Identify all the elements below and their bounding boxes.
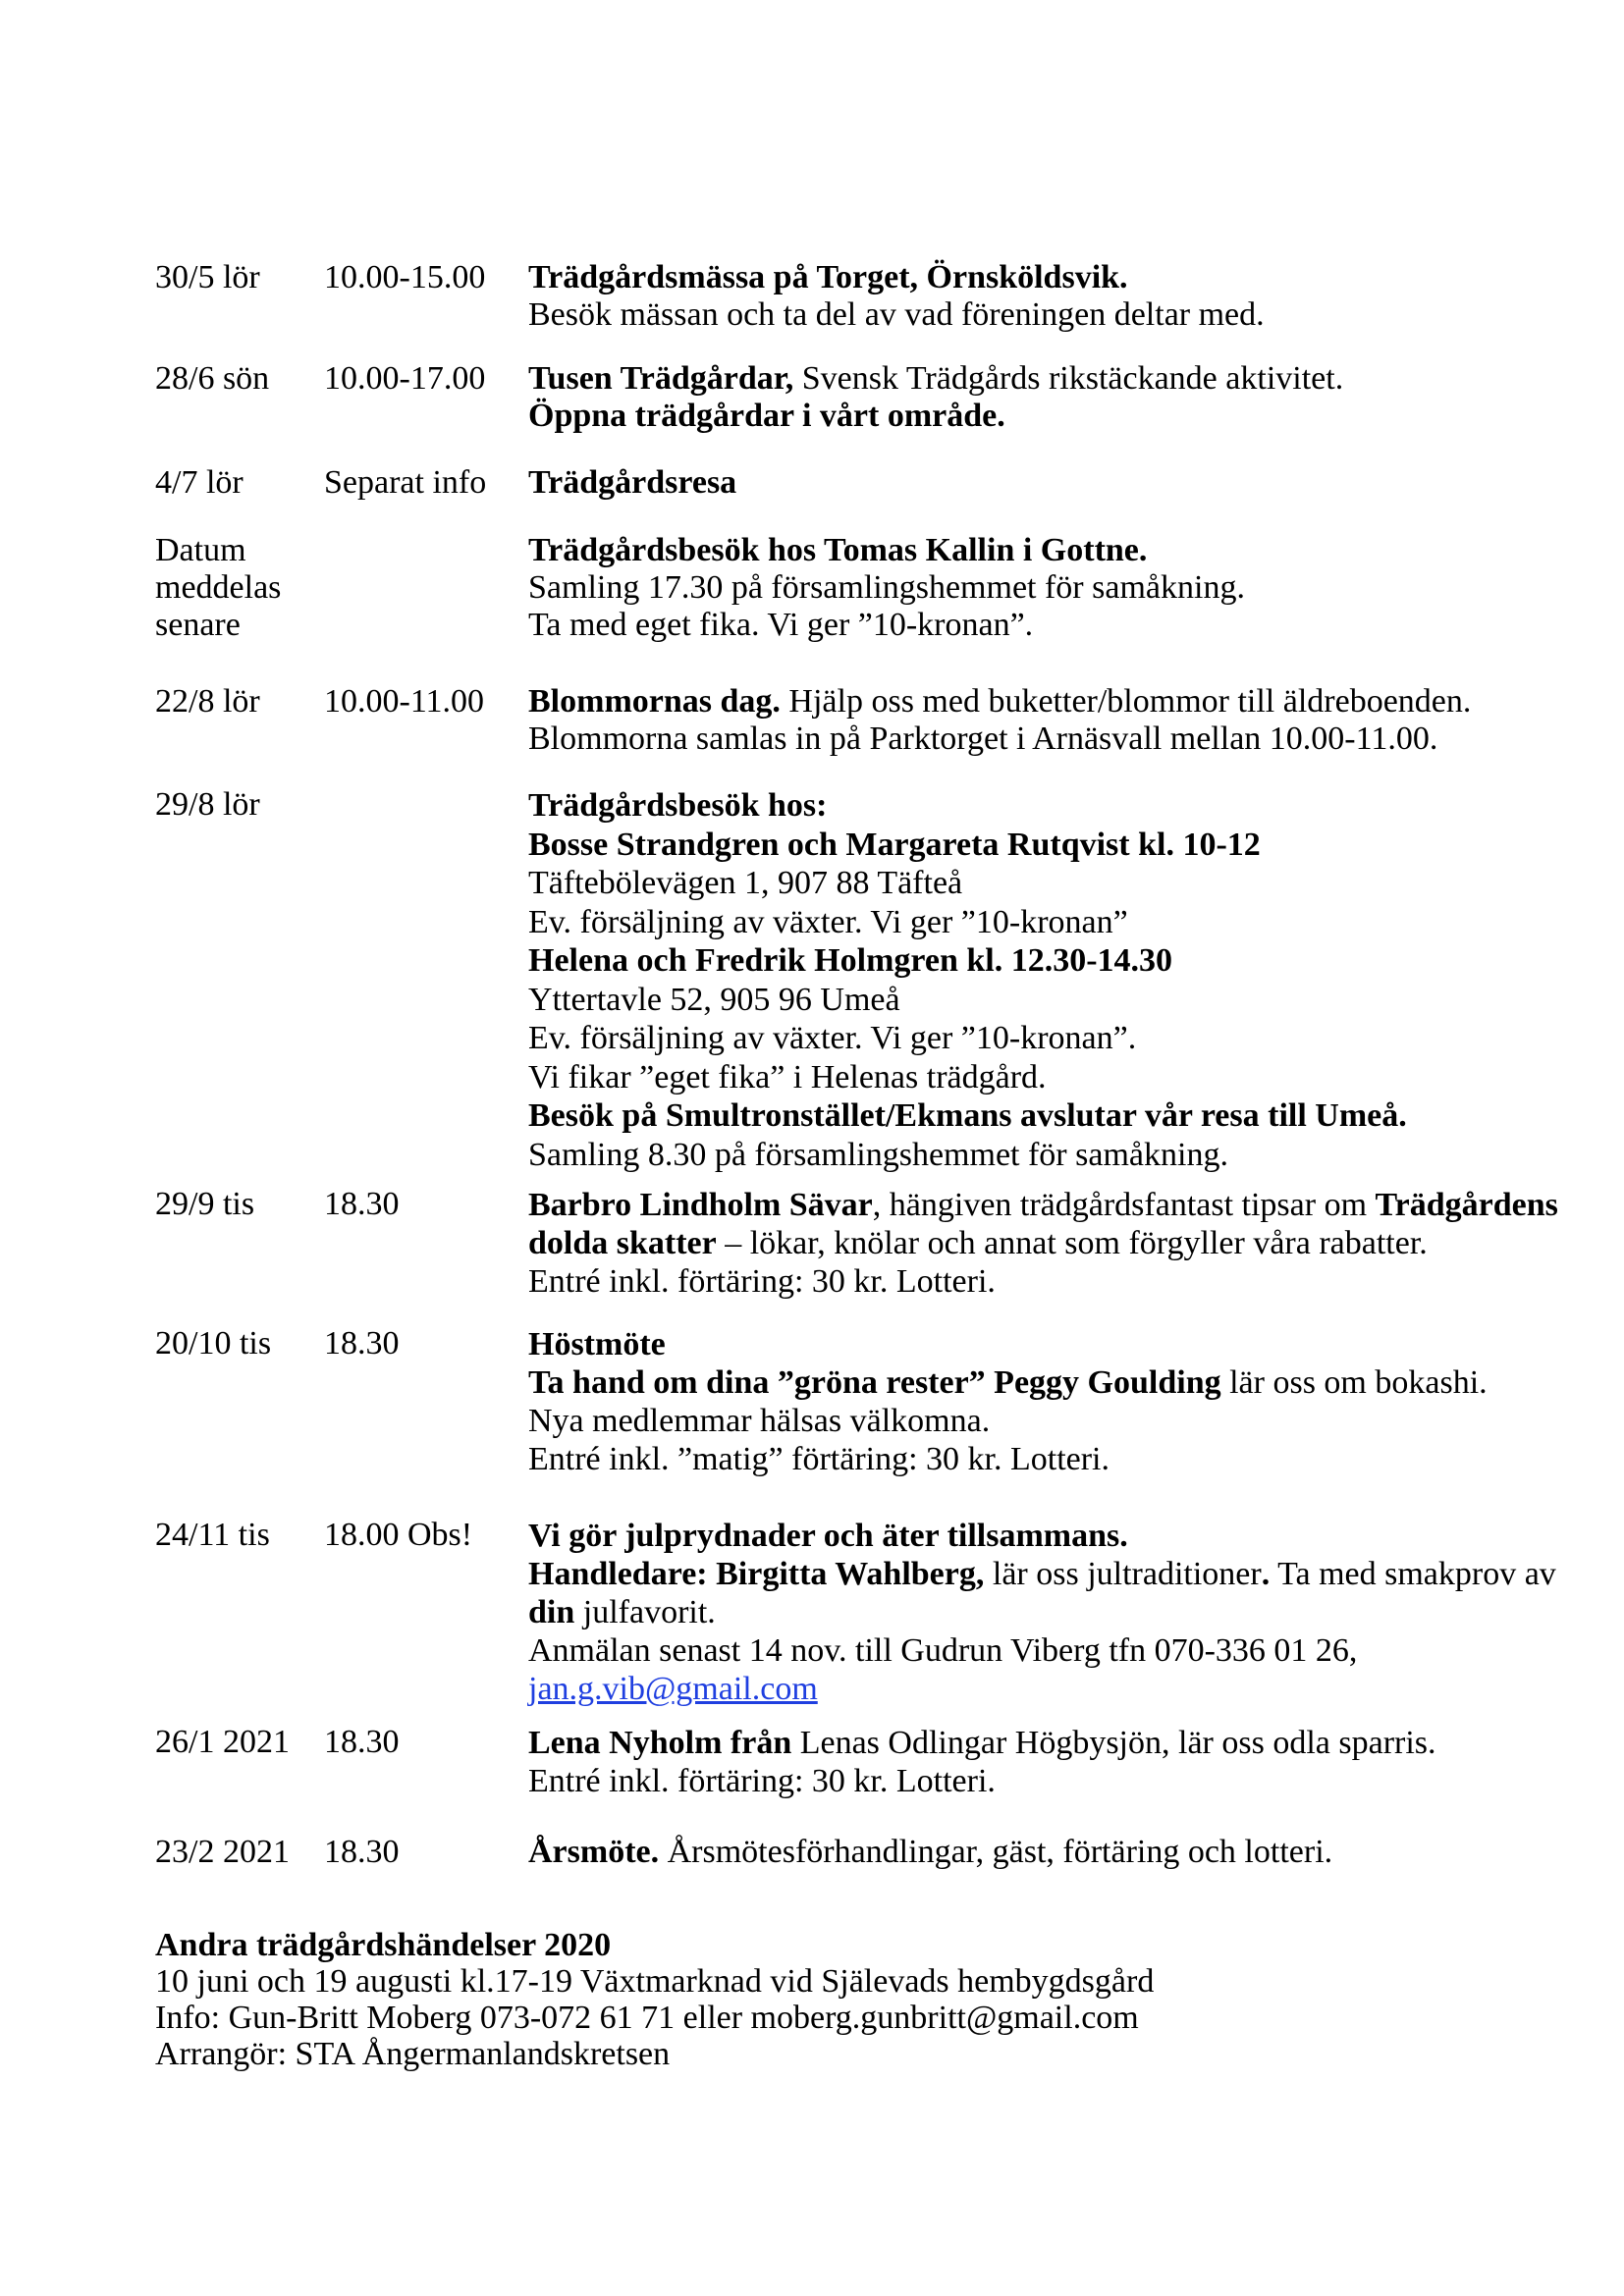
description-line xyxy=(528,1834,1569,1871)
description-text-bold: Besök på Smultronstället/Ekmans avslutar vår resa till Umeå. xyxy=(528,1097,1407,1134)
event-description xyxy=(528,683,1569,758)
event-description xyxy=(528,259,1569,334)
description-line xyxy=(528,721,1569,758)
event-date-line: Datum xyxy=(155,532,246,568)
description-text: lär oss om bokashi. xyxy=(1220,1364,1488,1401)
description-line xyxy=(528,398,1569,435)
description-text-bold: Trädgårdens xyxy=(1375,1187,1558,1223)
event-description xyxy=(528,786,1569,1174)
description-text: Ta med eget fika. Vi ger ”10-kronan”. xyxy=(528,607,1034,643)
event-description xyxy=(528,532,1569,644)
description-text-bold: Bosse Strandgren och Margareta Rutqvist kl. 10-12 xyxy=(528,826,1261,863)
description-line xyxy=(528,864,1569,903)
description-line xyxy=(528,1186,1569,1224)
description-text-bold: Helena och Fredrik Holmgren kl. 12.30-14.30 xyxy=(528,942,1173,979)
description-text-bold: Höstmöte xyxy=(528,1326,666,1362)
event-description xyxy=(528,1834,1569,1871)
description-text: Vi fikar ”eget fika” i Helenas trädgård. xyxy=(528,1058,1047,1095)
description-text-bold: din xyxy=(528,1594,575,1630)
description-line xyxy=(528,1517,1569,1555)
description-text: – lökar, knölar och annat som förgyller våra rabatter. xyxy=(716,1225,1428,1261)
description-line xyxy=(528,1762,1569,1800)
description-line xyxy=(528,607,1569,644)
description-text-bold: Öppna trädgårdar i vårt område. xyxy=(528,398,1005,434)
description-line xyxy=(528,1631,1569,1670)
description-text: Nya medlemmar hälsas välkomna. xyxy=(528,1403,991,1439)
event-date: 29/8 lör xyxy=(155,786,260,823)
other-events-section xyxy=(155,1927,1530,2072)
other-events-line: 10 juni och 19 augusti kl.17-19 Växtmarknad vid Själevads hembygdsgård xyxy=(155,1963,1155,2000)
description-line xyxy=(528,981,1569,1020)
description-line xyxy=(528,826,1569,865)
event-description xyxy=(528,464,1569,502)
description-line xyxy=(528,1724,1569,1762)
description-line xyxy=(528,786,1569,826)
description-text-bold: Trädgårdsmässa på Torget, Örnsköldsvik. xyxy=(528,259,1128,295)
description-text-bold: Trädgårdsbesök hos: xyxy=(528,787,828,824)
event-description xyxy=(528,1724,1569,1800)
description-line xyxy=(528,464,1569,502)
event-time: 18.30 xyxy=(324,1834,400,1870)
description-text-bold: Barbro Lindholm Sävar xyxy=(528,1187,873,1223)
description-text-bold: Handledare: Birgitta Wahlberg, xyxy=(528,1556,985,1592)
description-text: Årsmötesförhandlingar, gäst, förtäring och lotteri. xyxy=(659,1834,1333,1870)
description-text-bold: Trädgårdsresa xyxy=(528,464,737,501)
description-line xyxy=(528,360,1569,398)
description-text-bold: Trädgårdsbesök hos Tomas Kallin i Gottne. xyxy=(528,532,1148,568)
description-text-bold: Vi gör julprydnader och äter tillsammans. xyxy=(528,1518,1128,1554)
description-text-bold: Årsmöte. xyxy=(528,1834,660,1870)
event-date: 23/2 2021 xyxy=(155,1834,290,1870)
description-text-bold: Blommornas dag. xyxy=(528,683,781,720)
description-text: Samling 17.30 på församlingshemmet för samåkning. xyxy=(528,569,1245,606)
description-text: Samling 8.30 på församlingshemmet för samåkning. xyxy=(528,1136,1228,1173)
description-text: , hängiven trädgårdsfantast tipsar om xyxy=(872,1187,1376,1223)
description-line xyxy=(528,1593,1569,1631)
event-date-line: meddelas xyxy=(155,569,282,606)
event-date xyxy=(155,532,322,644)
description-text: Lenas Odlingar Högbysjön, lär oss odla sparris. xyxy=(791,1725,1436,1761)
description-text: Hjälp oss med buketter/blommor till äldreboenden. xyxy=(780,683,1472,720)
description-text: Yttertavle 52, 905 96 Umeå xyxy=(528,981,900,1018)
event-date: 24/11 tis xyxy=(155,1517,270,1553)
other-events-line: Info: Gun-Britt Moberg 073-072 61 71 eller moberg.gunbritt@gmail.com xyxy=(155,2000,1139,2036)
event-description xyxy=(528,360,1569,435)
description-line xyxy=(528,1096,1569,1136)
event-date-line: senare xyxy=(155,607,241,643)
description-text: Anmälan senast 14 nov. till Gudrun Viberg tfn 070-336 01 26, xyxy=(528,1632,1358,1669)
event-date: 22/8 lör xyxy=(155,683,260,720)
event-time: 18.30 xyxy=(324,1325,400,1362)
event-description xyxy=(528,1517,1569,1708)
description-text: Entré inkl. förtäring: 30 kr. Lotteri. xyxy=(528,1763,996,1799)
description-text-bold: . xyxy=(1261,1556,1271,1592)
event-description xyxy=(528,1186,1569,1301)
description-line xyxy=(528,1019,1569,1058)
event-time: 18.00 Obs! xyxy=(324,1517,473,1553)
description-line xyxy=(528,569,1569,607)
description-text: Entré inkl. ”matig” förtäring: 30 kr. Lotteri. xyxy=(528,1441,1110,1477)
description-text: Ev. försäljning av växter. Vi ger ”10-kronan”. xyxy=(528,1020,1137,1056)
event-time: 10.00-11.00 xyxy=(324,683,485,720)
description-line xyxy=(528,1555,1569,1593)
other-events-line: Arrangör: STA Ångermanlandskretsen xyxy=(155,2036,671,2072)
description-text: Ta med smakprov av xyxy=(1270,1556,1556,1592)
description-text: Entré inkl. förtäring: 30 kr. Lotteri. xyxy=(528,1263,996,1300)
description-line xyxy=(528,1363,1569,1402)
description-text: Svensk Trädgårds rikstäckande aktivitet. xyxy=(793,360,1344,397)
description-line xyxy=(528,1262,1569,1301)
description-line xyxy=(528,1402,1569,1440)
description-text-bold: Tusen Trädgårdar, xyxy=(528,360,794,397)
description-text: Blommorna samlas in på Parktorget i Arnäsvall mellan 10.00-11.00. xyxy=(528,721,1438,757)
email-link[interactable]: jan.g.vib@gmail.com xyxy=(528,1671,818,1707)
description-line xyxy=(528,532,1569,569)
other-events-heading: Andra trädgårdshändelser 2020 xyxy=(155,1927,612,1963)
event-date: 4/7 lör xyxy=(155,464,244,501)
description-line xyxy=(528,1670,1569,1708)
event-time: Separat info xyxy=(324,464,487,501)
description-text: lär oss jultraditioner xyxy=(984,1556,1262,1592)
description-line xyxy=(528,683,1569,721)
description-line xyxy=(528,296,1569,334)
event-date: 30/5 lör xyxy=(155,259,260,295)
event-time: 18.30 xyxy=(324,1186,400,1222)
description-line xyxy=(528,259,1569,296)
event-date: 26/1 2021 xyxy=(155,1724,290,1760)
event-time: 18.30 xyxy=(324,1724,400,1760)
description-line xyxy=(528,1440,1569,1478)
description-text: Besök mässan och ta del av vad föreningen deltar med. xyxy=(528,296,1265,333)
event-description xyxy=(528,1325,1569,1478)
event-date: 29/9 tis xyxy=(155,1186,255,1222)
description-text-bold: Lena Nyholm från xyxy=(528,1725,792,1761)
description-line xyxy=(528,941,1569,981)
description-line xyxy=(528,1325,1569,1363)
event-time: 10.00-15.00 xyxy=(324,259,486,295)
description-line xyxy=(528,1136,1569,1175)
description-line xyxy=(528,903,1569,942)
description-line xyxy=(528,1224,1569,1262)
description-text-bold: dolda skatter xyxy=(528,1225,717,1261)
description-text: Ev. försäljning av växter. Vi ger ”10-kronan” xyxy=(528,903,1128,940)
event-date: 28/6 sön xyxy=(155,360,270,397)
description-line xyxy=(528,1058,1569,1097)
description-text: julfavorit. xyxy=(574,1594,716,1630)
description-text-bold: Ta hand om dina ”gröna rester” Peggy Goulding xyxy=(528,1364,1221,1401)
event-date: 20/10 tis xyxy=(155,1325,272,1362)
event-time: 10.00-17.00 xyxy=(324,360,486,397)
description-text: Täftebölevägen 1, 907 88 Täfteå xyxy=(528,865,963,901)
